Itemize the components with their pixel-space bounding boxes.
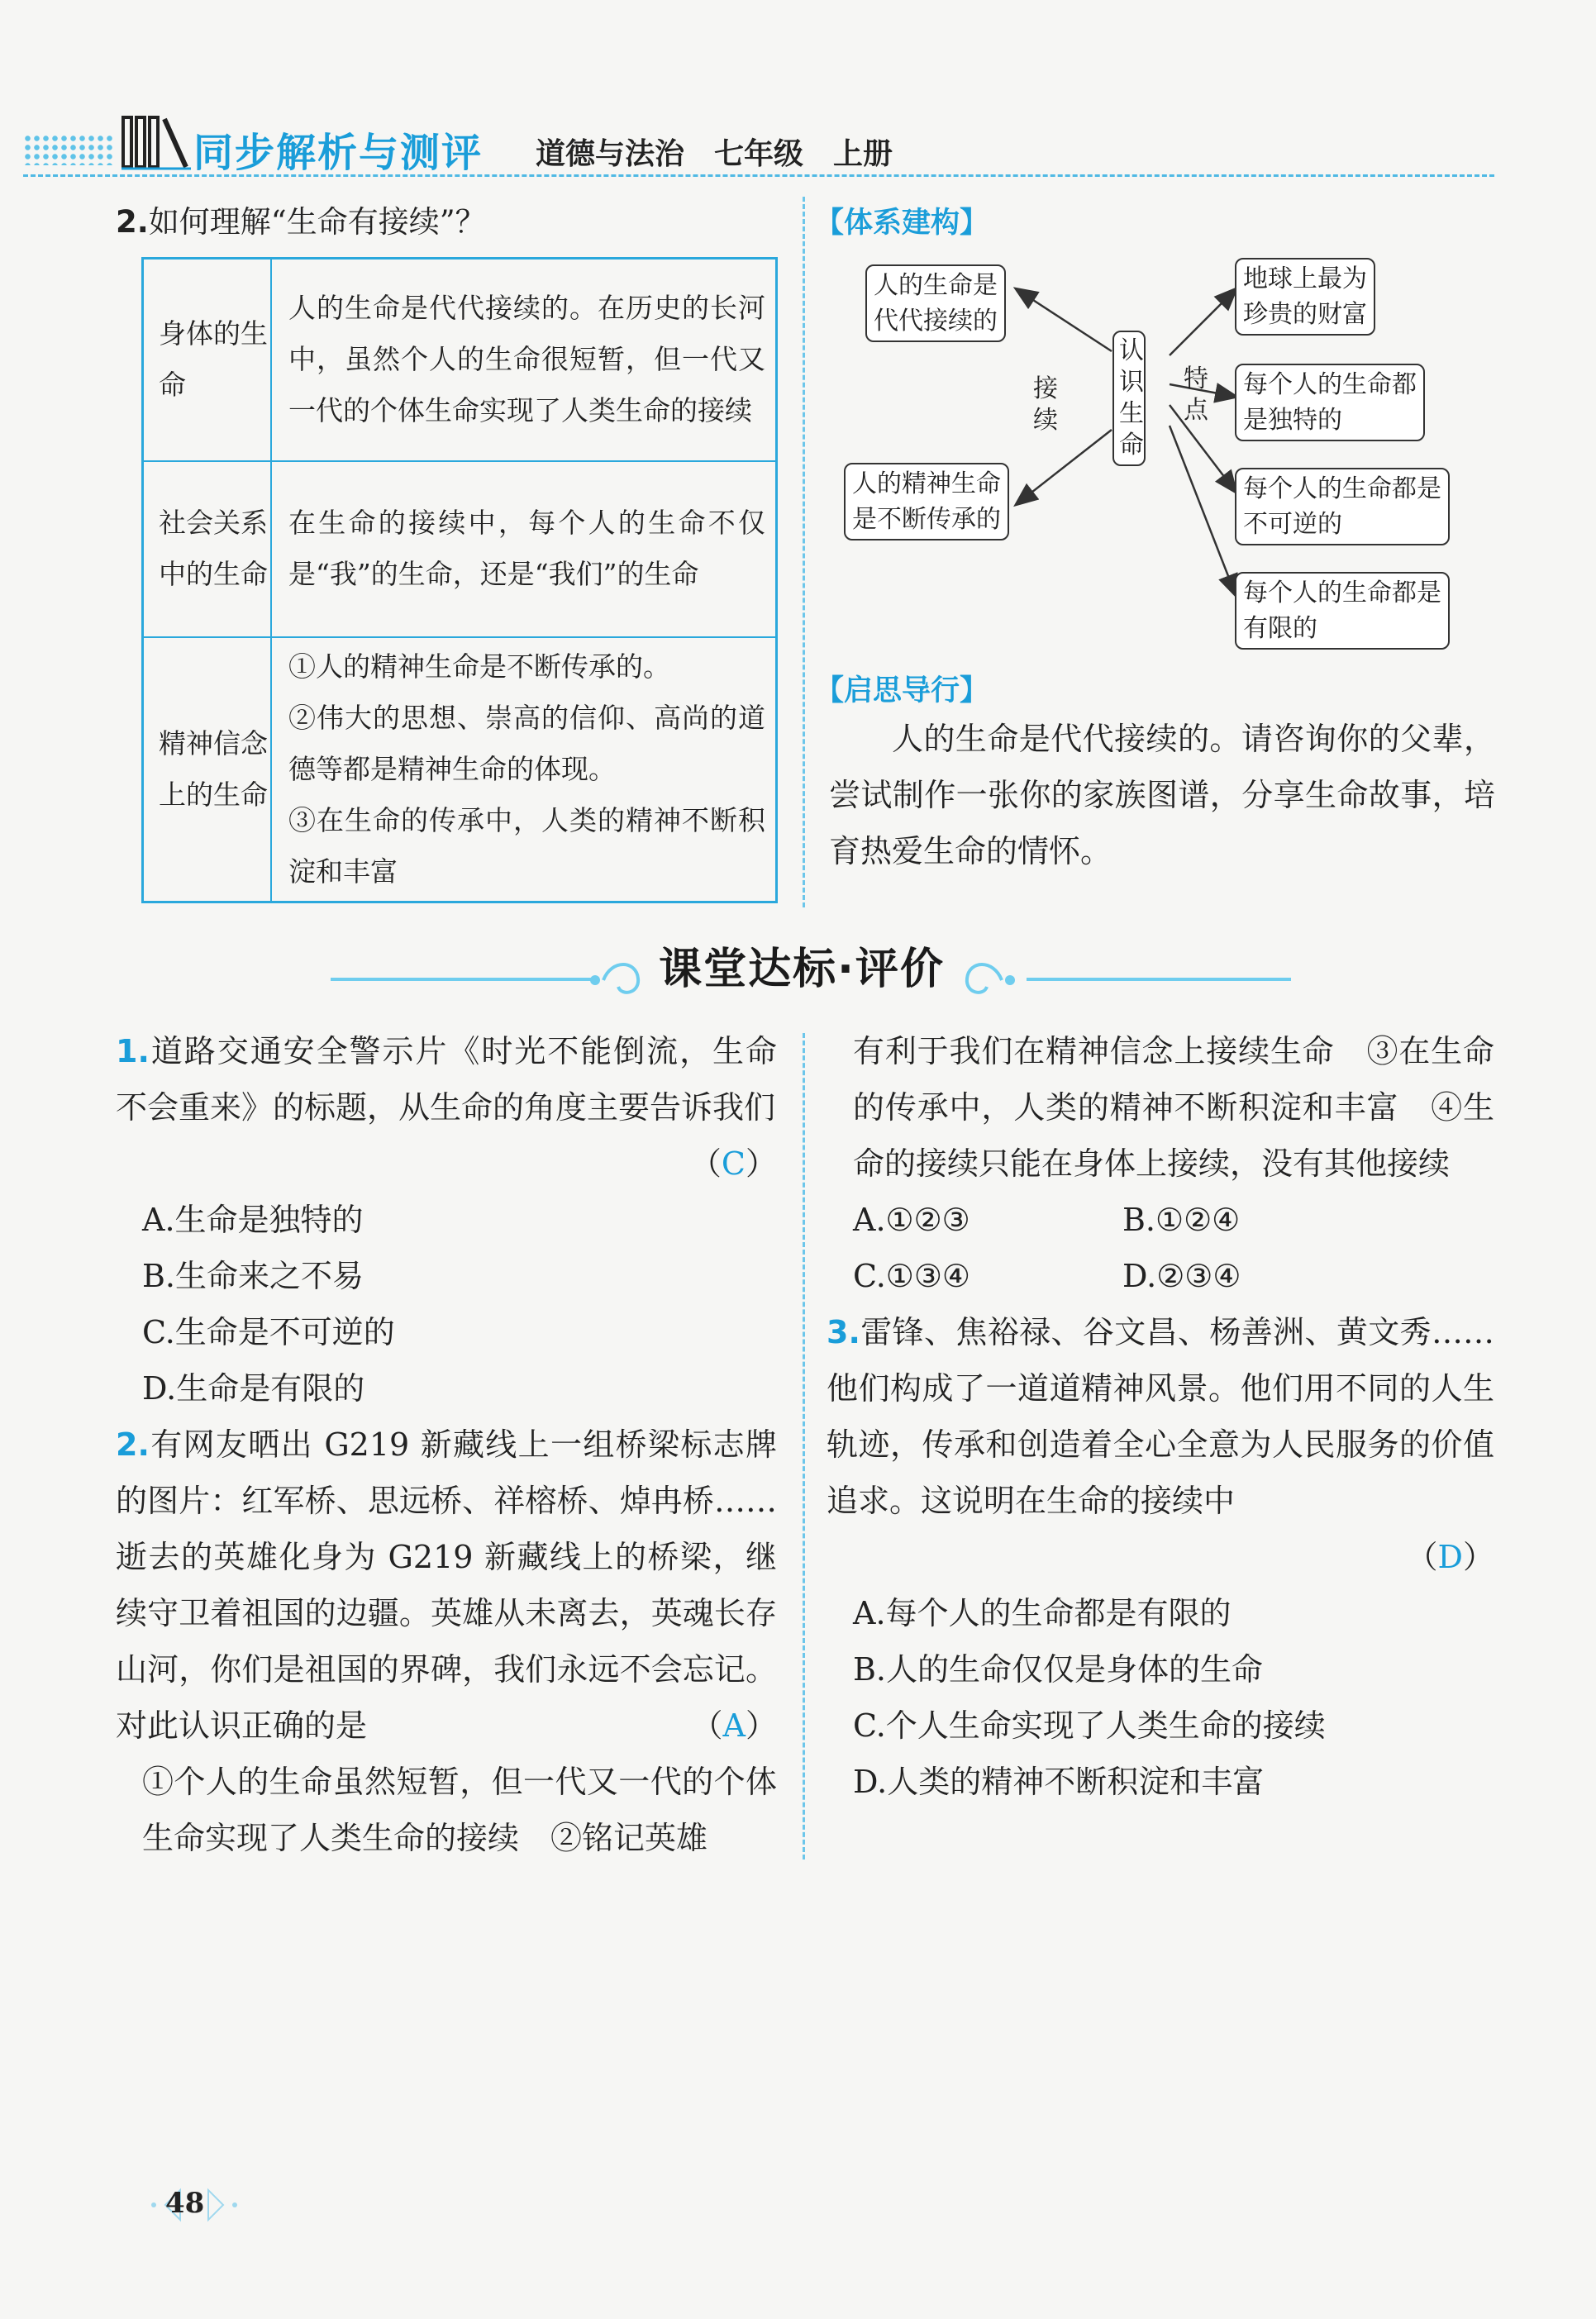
map-node-right-1: 地球上最为 珍贵的财富 bbox=[1235, 258, 1375, 336]
section-title: 课堂达标·评价 bbox=[659, 945, 945, 994]
map-node-right-3: 每个人的生命都是 不可逆的 bbox=[1235, 468, 1450, 545]
map-node-right-4: 每个人的生命都是 有限的 bbox=[1235, 572, 1450, 650]
q2-number: 2. bbox=[116, 204, 149, 240]
q1-option: B.生命来之不易 bbox=[142, 1258, 364, 1294]
map-node-right-2: 每个人的生命都 是独特的 bbox=[1235, 364, 1425, 441]
table-row bbox=[143, 461, 777, 637]
header-dots-decoration bbox=[23, 134, 116, 165]
table-row bbox=[143, 259, 777, 461]
life-table bbox=[141, 257, 778, 903]
banner-line-right bbox=[1027, 978, 1291, 981]
map-center-node: 认 识 生 命 bbox=[1112, 331, 1146, 466]
q1-option: A.生命是独特的 bbox=[142, 1202, 364, 1238]
q3-option: A.每个人的生命都是有限的 bbox=[853, 1595, 1232, 1631]
q2-answer: （A） bbox=[691, 1707, 777, 1744]
q2-stem: 2.有网友晒出 G219 新藏线上一组桥梁标志牌的图片：红军桥、思远桥、祥榕桥、焯冉桥……逝去的英雄化身为 G219 新藏线上的桥梁，继续守卫着祖国的边疆。英雄从未离去，英魂长存山河，你们是祖国的界碑，我们永远不会忘记。对此认识正确的是 （A） bbox=[116, 1417, 777, 1754]
table-value bbox=[271, 637, 777, 902]
table-key: 精神信念上的生命 bbox=[143, 637, 272, 902]
table-value-line: ③在生命的传承中，人类的精神不断积淀和丰富 bbox=[288, 803, 765, 888]
q1-number: 1. bbox=[116, 1033, 150, 1069]
q3-number: 3. bbox=[827, 1314, 860, 1350]
q3-option: C.个人生命实现了人类生命的接续 bbox=[853, 1707, 1326, 1744]
header-title: 同步解析与测评 bbox=[193, 130, 484, 176]
q3-stem: 3.雷锋、焦裕禄、谷文昌、杨善洲、黄文秀……他们构成了一道道精神风景。他们用不同的人生轨迹，传承和创造着全心全意为人民服务的价值追求。这说明在生命的接续中 bbox=[827, 1314, 1494, 1519]
banner-line-left bbox=[331, 978, 595, 981]
q1-answer: （C） bbox=[689, 1145, 777, 1182]
page-number: 48 bbox=[165, 2187, 205, 2220]
q2-option: C.①③④ bbox=[853, 1258, 970, 1294]
table-key: 社会关系中的生命 bbox=[143, 461, 272, 637]
table-value: 人的生命是代代接续的。在历史的长河中，虽然个人的生命很短暂，但一代又一代的个体生命实现了人类生命的接续 bbox=[271, 259, 777, 461]
table-value: 在生命的接续中，每个人的生命不仅是“我”的生命，还是“我们”的生命 bbox=[271, 461, 777, 637]
map-word-tedian: 特 点 bbox=[1184, 364, 1208, 425]
column-divider-bottom bbox=[803, 1033, 805, 1859]
q2-number: 2. bbox=[116, 1426, 150, 1463]
books-logo-icon bbox=[120, 114, 193, 172]
map-node-left-2: 人的精神生命 是不断传承的 bbox=[844, 463, 1009, 540]
qisi-label: 【启思导行】 bbox=[815, 674, 989, 707]
q3-option: D.人类的精神不断积淀和丰富 bbox=[853, 1764, 1265, 1800]
q2-option: B.①②④ bbox=[1122, 1202, 1241, 1238]
table-value-line: ①人的精神生命是不断传承的。 bbox=[288, 650, 670, 683]
column-divider-top bbox=[803, 197, 805, 907]
q2-statements-cont: 有利于我们在精神信念上接续生命 ③在生命的传承中，人类的精神不断积淀和丰富 ④生命的接续只能在身体上接续，没有其他接续 bbox=[853, 1033, 1494, 1182]
questions-left-column bbox=[116, 1023, 777, 1866]
qisi-text: 人的生命是代代接续的。请咨询你的父辈，尝试制作一张你的家族图谱，分享生命故事，培育热爱生命的情怀。 bbox=[829, 721, 1495, 869]
table-value-line: ②伟大的思想、崇高的信仰、高尚的道德等都是精神生命的体现。 bbox=[288, 701, 765, 785]
q1-option: C.生命是不可逆的 bbox=[142, 1314, 395, 1350]
q3-answer: （D） bbox=[1406, 1539, 1494, 1575]
header-subtitle: 道德与法治 七年级 上册 bbox=[536, 137, 893, 171]
q2-statements: ①个人的生命虽然短暂，但一代又一代的个体生命实现了人类生命的接续 ②铭记英雄 bbox=[142, 1764, 777, 1856]
q1-stem: 1.道路交通安全警示片《时光不能倒流，生命不会重来》的标题，从生命的角度主要告诉我们 bbox=[116, 1033, 777, 1126]
header-divider bbox=[23, 174, 1494, 177]
q2-options bbox=[827, 1192, 1494, 1304]
q2-heading bbox=[116, 197, 486, 241]
map-word-jiexu: 接 续 bbox=[1033, 374, 1058, 435]
q2-text: 如何理解“生命有接续”？ bbox=[148, 204, 486, 240]
table-row bbox=[143, 637, 777, 902]
q2-option: A.①②③ bbox=[853, 1202, 970, 1238]
banner-swirl-left-icon bbox=[579, 950, 645, 1008]
q3-option: B.人的生命仅仅是身体的生命 bbox=[853, 1651, 1264, 1688]
questions-right-column bbox=[827, 1023, 1494, 1810]
table-key: 身体的生命 bbox=[143, 259, 272, 461]
banner-swirl-right-icon bbox=[960, 950, 1027, 1008]
q2-option: D.②③④ bbox=[1122, 1258, 1241, 1294]
map-node-left-1: 人的生命是 代代接续的 bbox=[865, 264, 1006, 342]
tixi-label: 【体系建构】 bbox=[815, 207, 989, 240]
q1-option: D.生命是有限的 bbox=[142, 1370, 365, 1407]
